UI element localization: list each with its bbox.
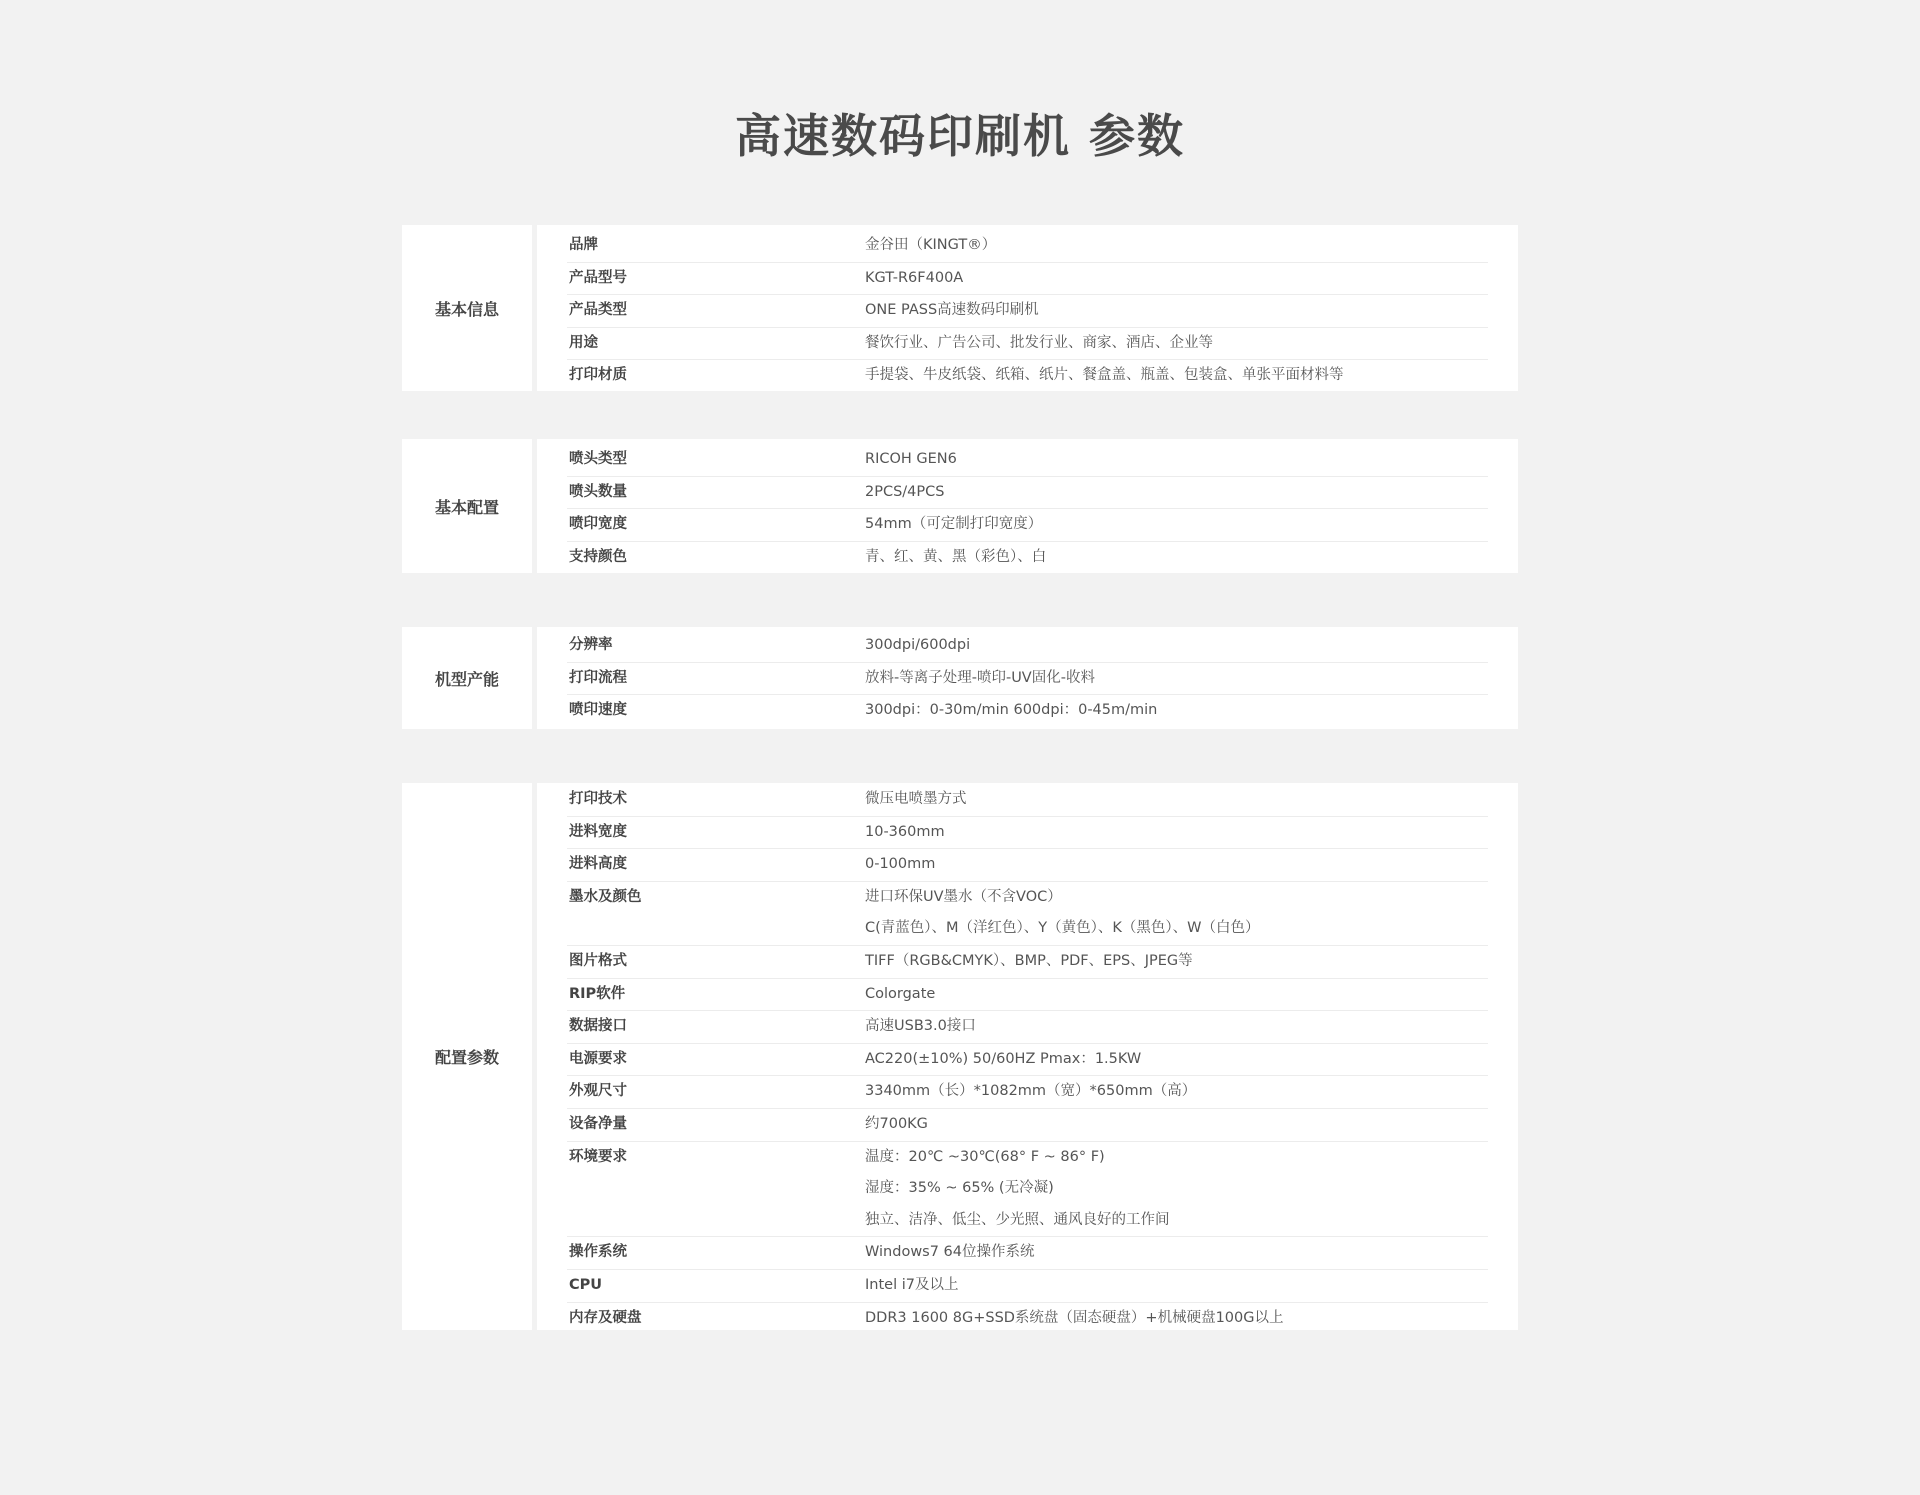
section-label: 机型产能 bbox=[402, 627, 532, 729]
spec-value: RICOH GEN6 bbox=[865, 451, 957, 467]
spec-row bbox=[567, 979, 1488, 1012]
spec-value: 独立、洁净、低尘、少光照、通风良好的工作间 bbox=[865, 1211, 1170, 1228]
spec-row bbox=[567, 360, 1488, 392]
section-capacity bbox=[402, 627, 1518, 729]
spec-value: C(青蓝色）、M（洋红色）、Y（黄色）、K（黑色）、W（白色） bbox=[865, 920, 1260, 937]
section-basic-config bbox=[402, 439, 1518, 573]
spec-key: 产品型号 bbox=[569, 269, 627, 286]
spec-key: 图片格式 bbox=[569, 952, 627, 969]
spec-row bbox=[567, 295, 1488, 328]
spec-row bbox=[567, 695, 1488, 727]
spec-row bbox=[567, 328, 1488, 361]
spec-value: 青、红、黄、黑（彩色）、白 bbox=[865, 548, 1047, 565]
spec-key: 喷印速度 bbox=[569, 702, 627, 719]
spec-value: 进口环保UV墨水（不含VOC） bbox=[865, 888, 1062, 905]
spec-key: 进料宽度 bbox=[569, 823, 627, 840]
spec-value: 湿度：35% ~ 65% (无冷凝) bbox=[865, 1180, 1054, 1197]
spec-row bbox=[567, 509, 1488, 542]
spec-value: 54mm（可定制打印宽度） bbox=[865, 516, 1043, 533]
spec-key: 喷头类型 bbox=[569, 451, 627, 467]
spec-value: Windows7 64位操作系统 bbox=[865, 1244, 1035, 1261]
spec-value: 约700KG bbox=[865, 1115, 928, 1132]
section-label: 基本配置 bbox=[402, 439, 532, 573]
spec-row bbox=[567, 1044, 1488, 1077]
spec-row bbox=[567, 477, 1488, 510]
spec-key: CPU bbox=[569, 1276, 603, 1293]
spec-key: 支持颜色 bbox=[569, 548, 627, 565]
spec-value: 手提袋、牛皮纸袋、纸箱、纸片、餐盒盖、瓶盖、包装盒、单张平面材料等 bbox=[865, 367, 1344, 384]
spec-value: KGT-R6F400A bbox=[865, 269, 964, 286]
spec-value: ONE PASS高速数码印刷机 bbox=[865, 302, 1039, 319]
section-body bbox=[537, 439, 1518, 573]
section-label: 基本信息 bbox=[402, 225, 532, 391]
spec-row bbox=[567, 946, 1488, 979]
spec-key: RIP软件 bbox=[569, 985, 626, 1002]
spec-value: 300dpi/600dpi bbox=[865, 637, 971, 653]
spec-row bbox=[567, 663, 1488, 696]
spec-row bbox=[567, 1076, 1488, 1109]
spec-key: 内存及硬盘 bbox=[569, 1309, 642, 1326]
section-label: 配置参数 bbox=[402, 783, 532, 1330]
spec-row bbox=[567, 1237, 1488, 1270]
spec-key: 外观尺寸 bbox=[569, 1083, 627, 1100]
spec-value: AC220(±10%) 50/60HZ Pmax：1.5KW bbox=[865, 1050, 1142, 1067]
spec-key: 环境要求 bbox=[569, 1148, 627, 1165]
spec-key: 操作系统 bbox=[569, 1244, 627, 1261]
spec-row bbox=[567, 1303, 1488, 1335]
section-basic-info bbox=[402, 225, 1518, 391]
section-config-params bbox=[402, 783, 1518, 1330]
section-body bbox=[537, 783, 1518, 1330]
spec-key: 产品类型 bbox=[569, 302, 627, 319]
spec-key: 用途 bbox=[569, 334, 598, 351]
spec-key: 分辨率 bbox=[569, 637, 613, 653]
spec-row bbox=[567, 1142, 1488, 1238]
spec-key: 喷印宽度 bbox=[569, 516, 627, 533]
spec-row bbox=[567, 542, 1488, 574]
spec-row bbox=[567, 630, 1488, 663]
spec-row bbox=[567, 784, 1488, 817]
spec-value: 温度：20℃ ~30℃(68° F ~ 86° F) bbox=[865, 1148, 1105, 1165]
spec-value: 微压电喷墨方式 bbox=[865, 791, 967, 807]
spec-row bbox=[567, 817, 1488, 850]
spec-row bbox=[567, 1109, 1488, 1142]
spec-value: Intel i7及以上 bbox=[865, 1276, 959, 1293]
spec-value: 10-360mm bbox=[865, 823, 945, 840]
spec-row bbox=[567, 1011, 1488, 1044]
spec-value: DDR3 1600 8G+SSD系统盘（固态硬盘）+机械硬盘100G以上 bbox=[865, 1309, 1284, 1326]
spec-value: TIFF（RGB&CMYK）、BMP、PDF、EPS、JPEG等 bbox=[865, 952, 1193, 969]
spec-key: 进料高度 bbox=[569, 856, 627, 873]
spec-key: 品牌 bbox=[569, 237, 598, 253]
spec-key: 墨水及颜色 bbox=[569, 888, 642, 905]
spec-key: 数据接口 bbox=[569, 1018, 627, 1035]
spec-key: 设备净量 bbox=[569, 1115, 627, 1132]
spec-key: 打印技术 bbox=[569, 791, 627, 807]
spec-value: 2PCS/4PCS bbox=[865, 483, 945, 500]
spec-value: 餐饮行业、广告公司、批发行业、商家、酒店、企业等 bbox=[865, 334, 1213, 351]
spec-value: 300dpi：0-30m/min 600dpi：0-45m/min bbox=[865, 702, 1158, 719]
spec-value: 金谷田（KINGT®） bbox=[865, 237, 997, 253]
spec-key: 打印流程 bbox=[569, 669, 627, 686]
spec-value: 放料-等离子处理-喷印-UV固化-收料 bbox=[865, 669, 1095, 686]
section-body bbox=[537, 627, 1518, 729]
spec-value: 0-100mm bbox=[865, 856, 936, 873]
spec-row bbox=[567, 263, 1488, 296]
page-title: 高速数码印刷机 参数 bbox=[734, 109, 1185, 163]
spec-row bbox=[567, 444, 1488, 477]
spec-key: 打印材质 bbox=[569, 367, 627, 384]
spec-value: 3340mm（长）*1082mm（宽）*650mm（高） bbox=[865, 1083, 1197, 1100]
spec-row bbox=[567, 882, 1488, 946]
spec-row bbox=[567, 849, 1488, 882]
spec-value: Colorgate bbox=[865, 985, 936, 1002]
spec-value: 高速USB3.0接口 bbox=[865, 1018, 976, 1035]
section-body bbox=[537, 225, 1518, 391]
spec-row bbox=[567, 1270, 1488, 1303]
spec-row bbox=[567, 230, 1488, 263]
spec-key: 电源要求 bbox=[569, 1050, 627, 1067]
spec-key: 喷头数量 bbox=[569, 483, 627, 500]
